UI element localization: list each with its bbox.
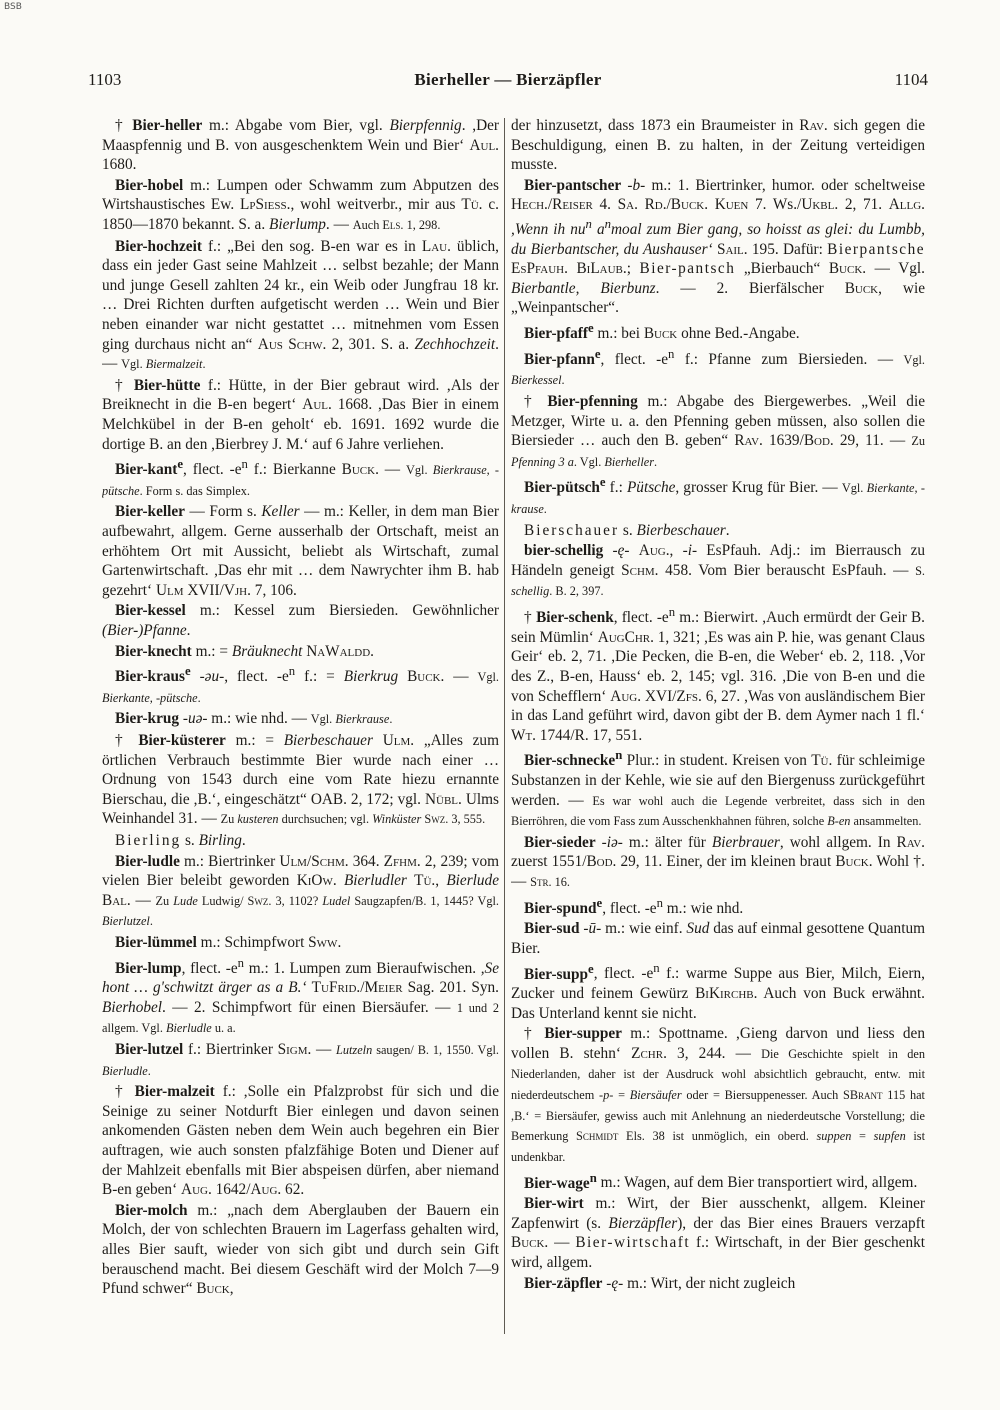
entry-bier-schenk: † Bier-schenk, flect. $-e^n$ m.: Bierwirt. ,Auch ermürdt der Geir B. sein Mümlin‘ AugChr. 1, 321; ,Es was ain P. hie, was genant Claus Geir‘ eb. 2, 71. ,Die Pecken, die B-en, die Weber‘ eb. 2, 118. ,Vor des Z., B-en, Hauss‘ eb. 2, 145; vgl. 316. ,Die von B-en und die von Schefflern‘ Aug. XVI/Zfs. 6, 27. ,Was von ausländischem Bier in das Land geführt wird, davon gibt der B. dem Aymer nach 1 fl.‘ Wt. 1744/R. 17, 551. (511, 605, 925, 744)
entry-bier-schellig: bier-schellig -ę- Aug., -i- EsPfauh. Adj.: im Bierrausch zu Händeln geneigt Schm. 458. Vom Bier berauscht EsPfauh. — S. schellig. B. 2, 397. (511, 542, 925, 599)
entry-bier-ludle: Bier-ludle m.: Biertrinker Ulm/Schm. 364. Zfhm. 2, 239; vom vielen Bier beleibt geworden KiOw. Bierludler Tü., Bierlude Bal. — Zu Lude Ludwig/ Swz. 3, 1102? Ludel Saugzapfen/B. 1, 1445? Vgl. Bierlutzel. (102, 852, 499, 929)
entry-bier-keller: Bier-keller — Form s. Keller — m.: Keller, in dem man Bier aufbewahrt, allgem. Gerne ausserhalb der Ortschaft, meist an erhöhtem Ort mit Aussicht, beliebt als Wirtschaft, zumal Gartenwirtschaft. ,Das ehr mit … dem Nawrychter ihm B. hab gezehrt‘ Ulm XVII/Vjh. 7, 106. (102, 503, 499, 599)
entry-bier-lump: Bier-lump, flect. $-e^n$ m.: 1. Lumpen zum Bieraufwischen. ,Se hont … g'schwitzt ärger as a B.‘ TuFrid./Meier Sag. 201. Syn. Bierhobel. — 2. Schimpfwort für einen Biersäufer. — 1 und 2 allgem. Vgl. Bierludle u. a. (102, 955, 499, 1036)
entry-bier-wagen: Bier-wage$^n$ m.: Wagen, auf dem Bier transportiert wird, allgem. (524, 1170, 918, 1192)
entry-bierling: Bierling s. Birling. (115, 831, 246, 849)
entry-bier-huette: † Bier-hütte f.: Hütte, in der Bier gebraut wird. ,Als der Breiknecht in die B-en begert‘ Aul. 1668. ,Das Bier in einem Melchkübel in der B-en geholt‘ eb. 1691. 1692 wurde die dortige B. an den ,Bierbrey J. M.‘ auf 6 Jahre verliehen. (102, 376, 499, 453)
entry-bier-pantscher: Bier-pantscher -b- m.: 1. Biertrinker, humor. oder scheltweise Hech./Reiser 4. Sa. Rd./Buck. Kuen 7. Ws./Ukbl. 2, 71. Allg. ,Wenn ih $nu^n$ $a^nmoal$ zum Bier gang, so hoisst as glei: du Lumbb, du Bierbantscher, du Aushauser‘ Sail. 195. Dafür: Bierpantsche EsPfauh. BiLaub.; Bier-pantsch „Bierbauch“ Buck. — Vgl. Bierbantle, Bierbunz. — 2. Bierfälscher Buck, wie „Weinpantscher“. (511, 176, 925, 317)
entry-bier-hobel: Bier-hobel m.: Lumpen oder Schwamm zum Abputzen des Wirtshaustisches Ew. LpSiess., wohl weitverbr., mir aus Tü. c. 1850—1870 bekannt. S. a. Bierlump. — Auch Els. 1, 298. (102, 176, 499, 233)
page-number-left: 1103 (88, 70, 122, 89)
entry-bier-sud: Bier-sud -ū- m.: wie einf. Sud das auf einmal gesottene Quantum Bier. (511, 920, 925, 957)
entry-bier-krause: Bier-kraus$^e$ -əu-, flect. $-e^n$ f.: = Bierkrug Buck. — Vgl. Bierkante, -pütsche. (102, 664, 499, 705)
entry-bier-molch: Bier-molch m.: „nach dem Aberglauben der Bauern ein Molch, der von schlechten Brauern im Lagerfass gehalten wird, alles Bier sauft, wieder von sich gibt und durch sein Gift berauschend macht. Bei diesem Geschäft wird der Molch 7—9 Pfund schwer“ Buck, (102, 1201, 499, 1298)
entry-bier-krug: Bier-krug -uə- m.: wie nhd. — Vgl. Bierkrause. (115, 710, 393, 728)
entry-bier-sieder: Bier-sieder -iə- m.: älter für Bierbrauer, wohl allgem. In Rav. zuerst 1551/Bod. 29, 11. Einer, der im kleinen braut Buck. Wohl †. — Str. 16. (511, 833, 925, 890)
entry-bier-wirt: Bier-wirt m.: Wirt, der Bier ausschenkt, allgem. Kleiner Zapfenwirt (s. Bierzäpfler), der das Bier eines Brauers verzapft Buck. — Bier-wirtschaft f.: Wirtschaft, in der Bier geschenkt wird, allgem. (511, 1195, 925, 1271)
page-header (88, 70, 928, 94)
entry-bier-hochzeit: Bier-hochzeit f.: „Bei den sog. B-en war es in Lau. üblich, dass ein jeder Gast seine Mahlzeit … selbst bezahle; der Mann und junge Gesell zahlten 24 kr., ein Weib oder Jungfrau 18 kr. … Drei Richten durften aufgetischt werden … Wein und Bier neben einander war nicht gestattet … mitnehmen vom Essen ging durchaus nicht an“ Aus Schw. 2, 301. S. a. Zechhochzeit. — Vgl. Biermalzeit. (102, 237, 499, 373)
entry-bier-pfaffe: Bier-pfaff$^e$ m.: bei Buck ohne Bed.-Angabe. (524, 321, 800, 343)
entry-bierschauer: Bierschauer s. Bierbeschauer. (524, 521, 730, 539)
entry-bier-schnecke: Bier-schnecke$^n$ Plur.: in student. Kreisen von Tü. für schleimige Substanzen in der Kehle, wie sie auf den Biergenuss zurückgeführt werden. — Es war wohl auch die Legende verbreitet, dass sich in den Bierröhren, die vom Fass zum Ausschenkhahnen führen, solche B-en ansammelten. (511, 748, 925, 829)
entry-bier-zaepfler: Bier-zäpfler -ę- m.: Wirt, der nicht zugleich (524, 1274, 796, 1292)
entry-bier-luemmel: Bier-lümmel m.: Schimpfwort Sww. (115, 933, 342, 951)
left-column (102, 116, 499, 1336)
column-divider (504, 118, 505, 1334)
right-column (511, 116, 925, 1336)
entry-bier-pfenning: † Bier-pfenning m.: Abgabe des Biergewerbes. „Weil die Metzger, Wirte u. a. den Pfenning geben müssen, also sollen die Biersieder … auch den B. geben“ Rav. 1639/Bod. 29, 11. — Zu Pfenning 3 a. Vgl. Bierheller. (511, 393, 925, 469)
entry-bier-kuesterer: † Bier-küsterer m.: = Bierbeschauer Ulm. „Alles zum örtlichen Verbrauch bestimmte Bier wurde nach einer … Ordnung von 1543 durch eine vom Rate hiezu ernannte Bierschau, die ,B.‘, eingeschätzt“ OAB. 2, 172; vgl. Nübl. Ulms Weinhandel 31. — Zu kusteren durchsuchen; vgl. Winküster Swz. 3, 555. (102, 732, 499, 828)
entry-bier-heller: † Bier-heller m.: Abgabe vom Bier, vgl. Bierpfennig. ,Der Maaspfennig und B. von ausgeschenktem Wein und Bier‘ Aul. 1680. (102, 117, 499, 174)
dictionary-columns (102, 116, 926, 1336)
entry-bier-puetsche: Bier-pütsch$^e$ f.: Pütsche, grosser Krug für Bier. — Vgl. Bierkante, -krause. (511, 475, 925, 517)
entry-bier-supper: † Bier-supper m.: Spottname. ,Gieng darvon und liess den vollen B. stehn‘ Zchr. 3, 244. — Die Geschichte spielt in den Niederlanden, daher ist der Ausdruck wohl absichtlich gebraucht, entw. mit niederdeutschem -p- = Biersäufer oder = Biersuppenesser. Auch SBrant 115 hat ,B.‘ = Biersäufer, gewiss auch mit Anlehnung an niederdeutsche Vorstellung; die Bemerkung Schmidt Els. 38 ist unmöglich, ein oberd. suppen = supfen ist undenkbar. (511, 1025, 925, 1164)
page-number-right: 1104 (894, 70, 928, 89)
entry-bier-molch-cont: der hinzusetzt, dass 1873 ein Braumeister in Rav. sich gegen die Beschuldigung, einen B. zu halten, in der Zeitung verteidigen musste. (511, 117, 925, 174)
entry-bier-malzeit: † Bier-malzeit f.: ,Solle ein Pfalzprobst für sich und die Seinige zu seiner Notdurft Bier einlegen und davon seinen ankomenden Gästen neben dem Wein auch begehren ein Bier auftragen, wie auch sonsten pfalzfähige Boten und Diener auf der Mahlzeit ebenfalls mit Bier abspeisen dürfen, aber niemand B-en geben‘ Aug. 1642/Aug. 62. (102, 1083, 499, 1199)
entry-bier-kessel: Bier-kessel m.: Kessel zum Biersieden. Gewöhnlicher (Bier-)Pfanne. (102, 602, 499, 639)
running-title: Bierheller — Bierzäpfler (414, 70, 602, 89)
entry-bier-pfanne: Bier-pfann$^e$, flect. $-e^n$ f.: Pfanne zum Biersieden. — Vgl. Bierkessel. (511, 346, 925, 388)
entry-bier-knecht: Bier-knecht m.: = Bräuknecht NaWaldd. (115, 642, 374, 660)
entry-bier-suppe: Bier-supp$^e$, flect. $-e^n$ f.: warme Suppe aus Bier, Milch, Eiern, Zucker und feinem Gewürz BiKirchb. Auch von Buck erwähnt. Das Unterland kennt sie nicht. (511, 961, 925, 1022)
entry-bier-kante: Bier-kant$^e$, flect. $-e^n$ f.: Bierkanne Buck. — Vgl. Bierkrause, -pütsche. Form s. das Simplex. (102, 457, 499, 498)
library-stamp: BSB (4, 2, 22, 12)
entry-bier-lutzel: Bier-lutzel f.: Biertrinker Sigm. — Lutzeln saugen/ B. 1, 1550. Vgl. Bierludle. (102, 1041, 499, 1078)
entry-bier-spund: Bier-spund$^e$, flect. $-e^n$ m.: wie nhd. (524, 895, 744, 917)
